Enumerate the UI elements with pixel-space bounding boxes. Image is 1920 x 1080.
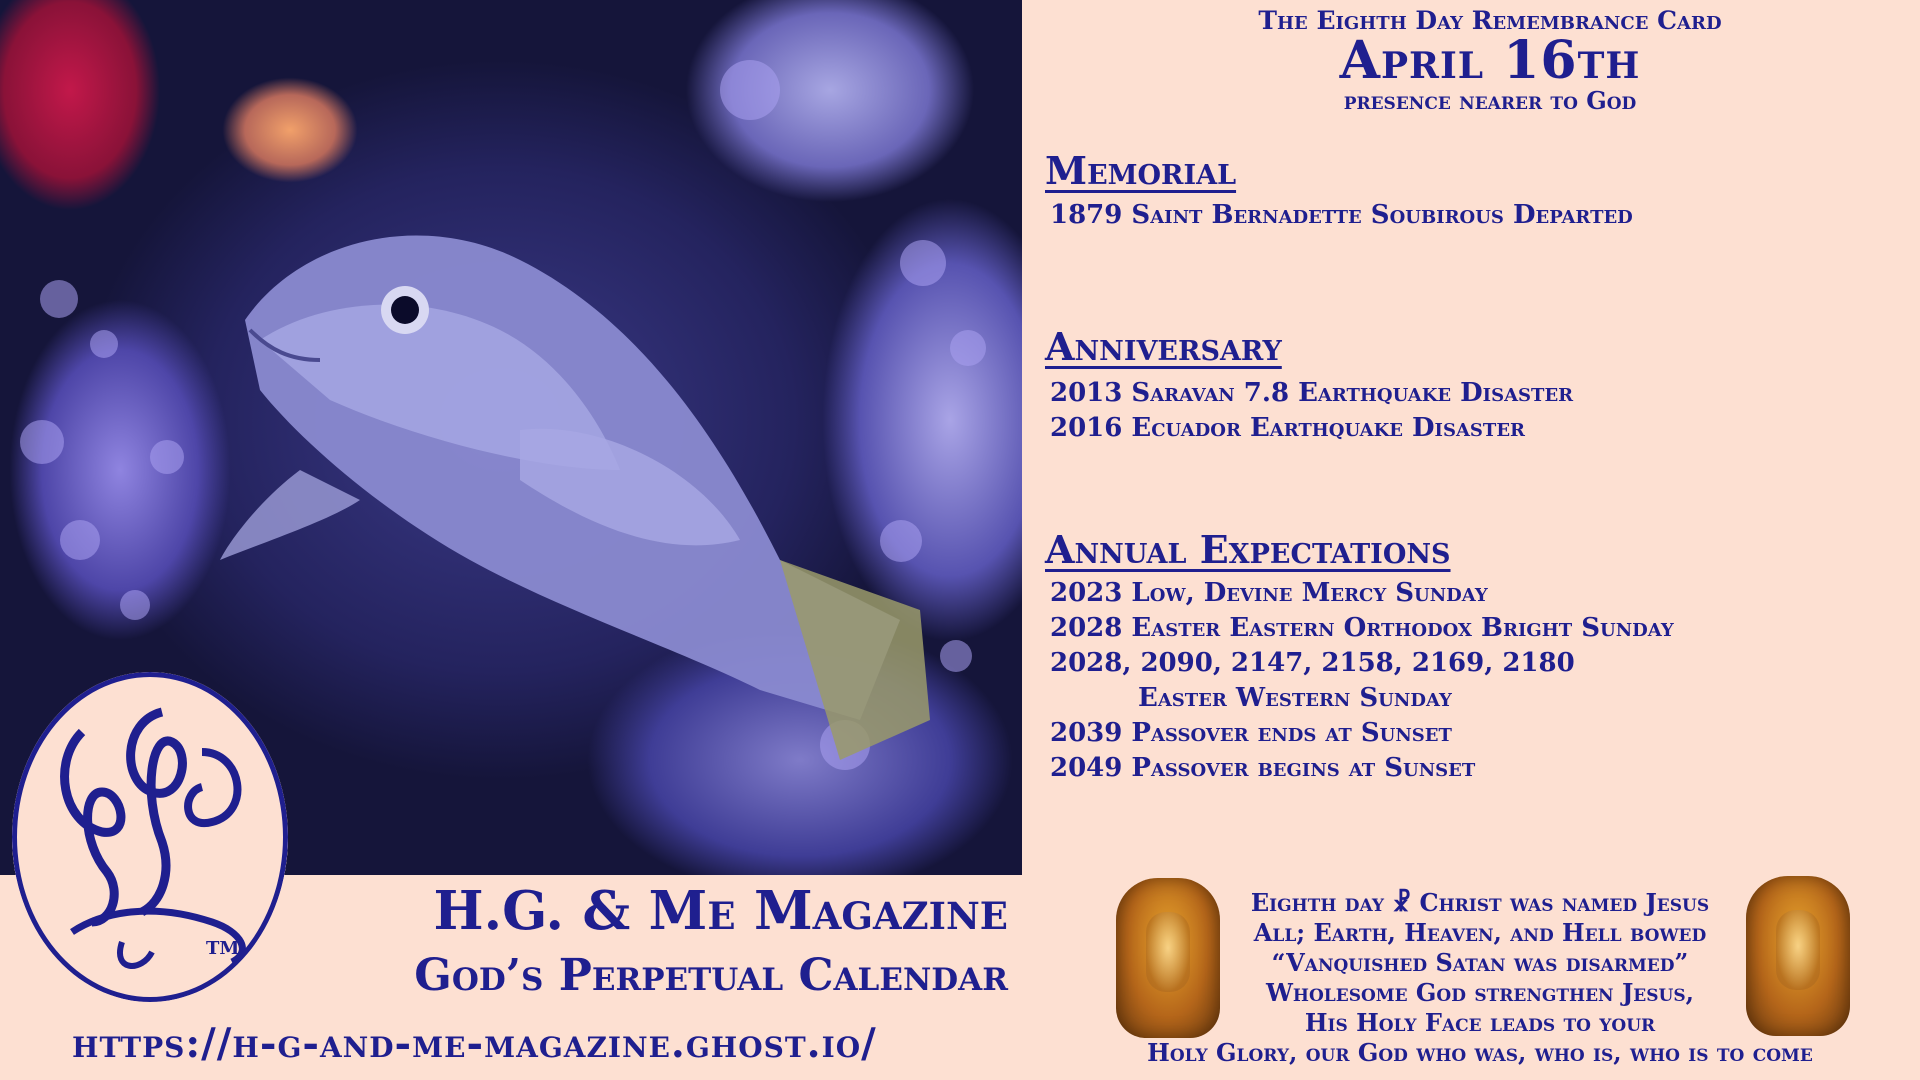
verse-line: All; Earth, Heaven, and Hell bowed xyxy=(1253,918,1707,947)
card-tagline: presence nearer to God xyxy=(1343,86,1637,115)
magazine-url-link[interactable]: https://h-g-and-me-magazine.ghost.io/ xyxy=(72,1020,877,1067)
expectation-item: Easter Western Sunday xyxy=(1138,683,1452,713)
verse-line: Wholesome God strengthen Jesus, xyxy=(1265,978,1695,1007)
expectation-item: 2049 Passover begins at Sunset xyxy=(1050,753,1476,783)
anniversary-heading: Anniversary xyxy=(1045,324,1282,369)
expectation-item: 2028 Easter Eastern Orthodox Bright Sunday xyxy=(1050,613,1674,643)
memorial-heading: Memorial xyxy=(1045,148,1237,193)
expectation-item: 2039 Passover ends at Sunset xyxy=(1050,718,1452,748)
anniversary-item: 2013 Saravan 7.8 Earthquake Disaster xyxy=(1050,378,1574,408)
verse-line: Holy Glory, our God who was, who is, who is to come xyxy=(1147,1038,1813,1067)
memorial-item: 1879 Saint Bernadette Soubirous Departed xyxy=(1050,200,1633,230)
card-date: April 16th xyxy=(1339,30,1641,91)
magazine-logo xyxy=(12,672,288,1002)
verse-line: Eighth day ☧ Christ was named Jesus xyxy=(1250,888,1710,917)
magazine-name: H.G. & Me Magazine xyxy=(433,880,1008,942)
anniversary-item: 2016 Ecuador Earthquake Disaster xyxy=(1050,413,1526,443)
logo-ring xyxy=(12,672,288,1002)
verse-line: His Holy Face leads to your xyxy=(1304,1008,1656,1037)
magazine-subtitle: God’s Perpetual Calendar xyxy=(414,950,1008,1001)
expectation-item: 2023 Low, Devine Mercy Sunday xyxy=(1050,578,1488,608)
logo-trademark: TM xyxy=(206,938,240,959)
expectation-item: 2028, 2090, 2147, 2158, 2169, 2180 xyxy=(1050,648,1575,678)
expectations-heading: Annual Expectations xyxy=(1045,527,1451,572)
card-title: The Eighth Day Remembrance Card xyxy=(1258,6,1722,35)
verse-line: “Vanquished Satan was disarmed” xyxy=(1271,948,1689,977)
